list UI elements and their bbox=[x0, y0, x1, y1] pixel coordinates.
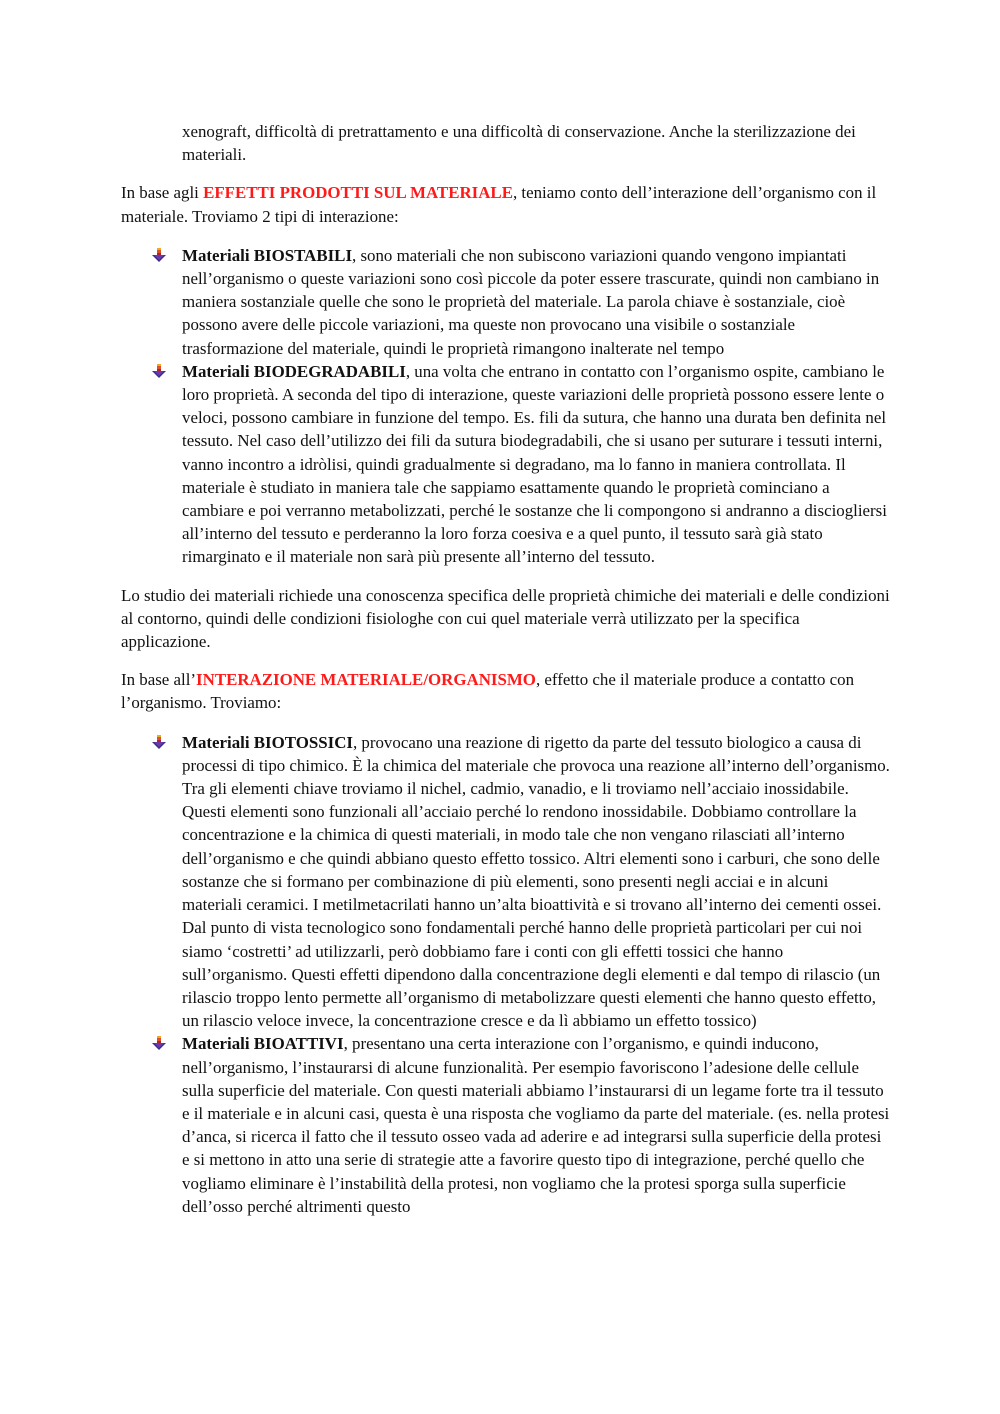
item-title-biotossici: Materiali BIOTOSSICI bbox=[182, 732, 353, 752]
continuation-paragraph: xenograft, difficoltà di pretrattamento e una difficoltà di conservazione. Anche la sterilizzazione dei materiali. bbox=[182, 122, 856, 165]
interazione-intro-before: In base all’ bbox=[121, 670, 197, 690]
down-arrow-bullet-icon bbox=[152, 735, 166, 749]
down-arrow-bullet-icon bbox=[152, 248, 166, 262]
interazione-heading: INTERAZIONE MATERIALE/ORGANISMO bbox=[196, 670, 536, 690]
interazione-intro-after: , effetto che il materiale produce a contatto con l’organismo. Troviamo: bbox=[121, 670, 855, 713]
effetti-intro-paragraph bbox=[121, 181, 891, 227]
effetti-intro-after: , teniamo conto dell’interazione dell’organismo con il materiale. Troviamo 2 tipi di interazione: bbox=[121, 183, 877, 226]
item-text-biotossici: , provocano una reazione di rigetto da parte del tessuto biologico a causa di processi di tipo chimico. È la chimica del materiale che provoca una reazione all’interno dell’organismo. bbox=[182, 732, 890, 775]
interazione-list bbox=[121, 731, 891, 1218]
effetti-heading: EFFETTI PRODOTTI SUL MATERIALE bbox=[203, 183, 513, 203]
effetti-list bbox=[121, 244, 891, 569]
list-item-biostabili bbox=[182, 244, 891, 360]
effetti-intro-before: In base agli bbox=[121, 183, 204, 203]
document-body bbox=[121, 120, 891, 1218]
down-arrow-bullet-icon bbox=[152, 1036, 166, 1050]
item-text-biostabili: , sono materiali che non subiscono variazioni quando vengono impiantati nell’organismo o queste variazioni sono così piccole da poter essere trascurate, quindi non cambiano in maniera sostanziale quelle che sono le proprietà del materiale. La parola chiave è sostanziale, cioè possono avere delle piccole variazioni, ma queste non provocano una visibile o sostanziale trasformazione del materiale, quindi le proprietà rimangono inalterate nel tempo bbox=[182, 245, 880, 358]
item-text-bioattivi: , presentano una certa interazione con l’organismo, e quindi inducono, nell’organismo, l’instaurarsi di alcune funzionalità. Per esempio favoriscono l’adesione delle cellule sulla superficie del materiale. Con questi materiali abbiamo l’instaurarsi di un legame forte tra il tessuto e il materiale e in alcuni casi, questa è una risposta che vogliamo da parte del materiale. (es. nella protesi d’anca, si ricerca il fatto che il tessuto osseo vada ad aderire e ad integrarsi sulla superficie della protesi e si mettono in atto una serie di strategie atte a favorire questo tipo di integrazione, perché quello che vogliamo eliminare è l’instabilità della protesi, non vogliamo che la protesi sporga sulla superficie dell’osso perché altrimenti questo bbox=[182, 1034, 890, 1216]
item-text-biotossici-continued: Tra gli elementi chiave troviamo il nichel, cadmio, vanadio, e li troviamo nell’acciaio inossidabile. Questi elementi sono funzionali all’acciaio perché lo rendono inossidabile. Dobbiamo controllare la concentrazione e la chimica di questi materiali, in modo tale che non vengano rilasciati all’interno dell’organismo e che quindi abbiano questo effetto tossico. Altri elementi sono i carburi, che sono delle sostanze che si formano per combinazione di più elementi, sono presenti negli acciai e in alcuni materiali ceramici. I metilmetacrilati hanno un’alta bioattività e si trovano all’interno dei cementi ossei. Dal punto di vista tecnologico sono fondamentali perché hanno delle proprietà particolari per cui noi siamo ‘costretti’ ad utilizzarli, però dobbiamo fare i conti con gli effetti tossici che hanno sull’organismo. Questi effetti dipendono dalla concentrazione degli elementi e dal tempo di rilascio (un rilascio troppo lento permette all’organismo di metabolizzare questi elementi che hanno questo effetto, un rilascio veloce invece, la concentrazione cresce e da lì abbiamo un effetto tossico) bbox=[182, 779, 882, 1031]
studio-paragraph: Lo studio dei materiali richiede una conoscenza specifica delle proprietà chimiche dei materiali e delle condizioni al contorno, quindi delle condizioni fisiologhe con cui quel materiale verrà utilizzato per la specifica applicazione. bbox=[121, 585, 890, 652]
list-item-bioattivi bbox=[182, 1032, 891, 1218]
item-text-biodegradabili: , una volta che entrano in contatto con l’organismo ospite, cambiano le loro proprietà. A seconda del tipo di interazione, queste variazioni delle proprietà possono essere lente o veloci, possono cambiare in funzione del tempo. Es. fili da sutura, che hanno una durata ben definita nel tessuto. Nel caso dell’utilizzo dei fili da sutura biodegradabili, che si usano per suturare i tessuti interni, vanno incontro a idròlisi, quindi gradualmente si degradano, ma lo fanno in maniera controllata. Il materiale è studiato in maniera tale che sappiamo esattamente quando le proprietà cominciano a cambiare e poi verranno metabolizzati, perché le sostanze che li compongono si andranno a disciogliersi all’interno del tessuto e perderanno la loro forza coesiva e a quel punto, il tessuto sarà già stato rimarginato e il materiale non sarà più presente all’interno del tessuto. bbox=[182, 361, 887, 567]
item-title-biostabili: Materiali BIOSTABILI bbox=[182, 245, 353, 265]
list-item-biodegradabili bbox=[182, 360, 891, 569]
item-title-bioattivi: Materiali BIOATTIVI bbox=[182, 1034, 344, 1054]
list-item-biotossici bbox=[182, 731, 891, 1033]
item-title-biodegradabili: Materiali BIODEGRADABILI bbox=[182, 361, 406, 381]
down-arrow-bullet-icon bbox=[152, 364, 166, 378]
interazione-intro-paragraph bbox=[121, 668, 891, 714]
